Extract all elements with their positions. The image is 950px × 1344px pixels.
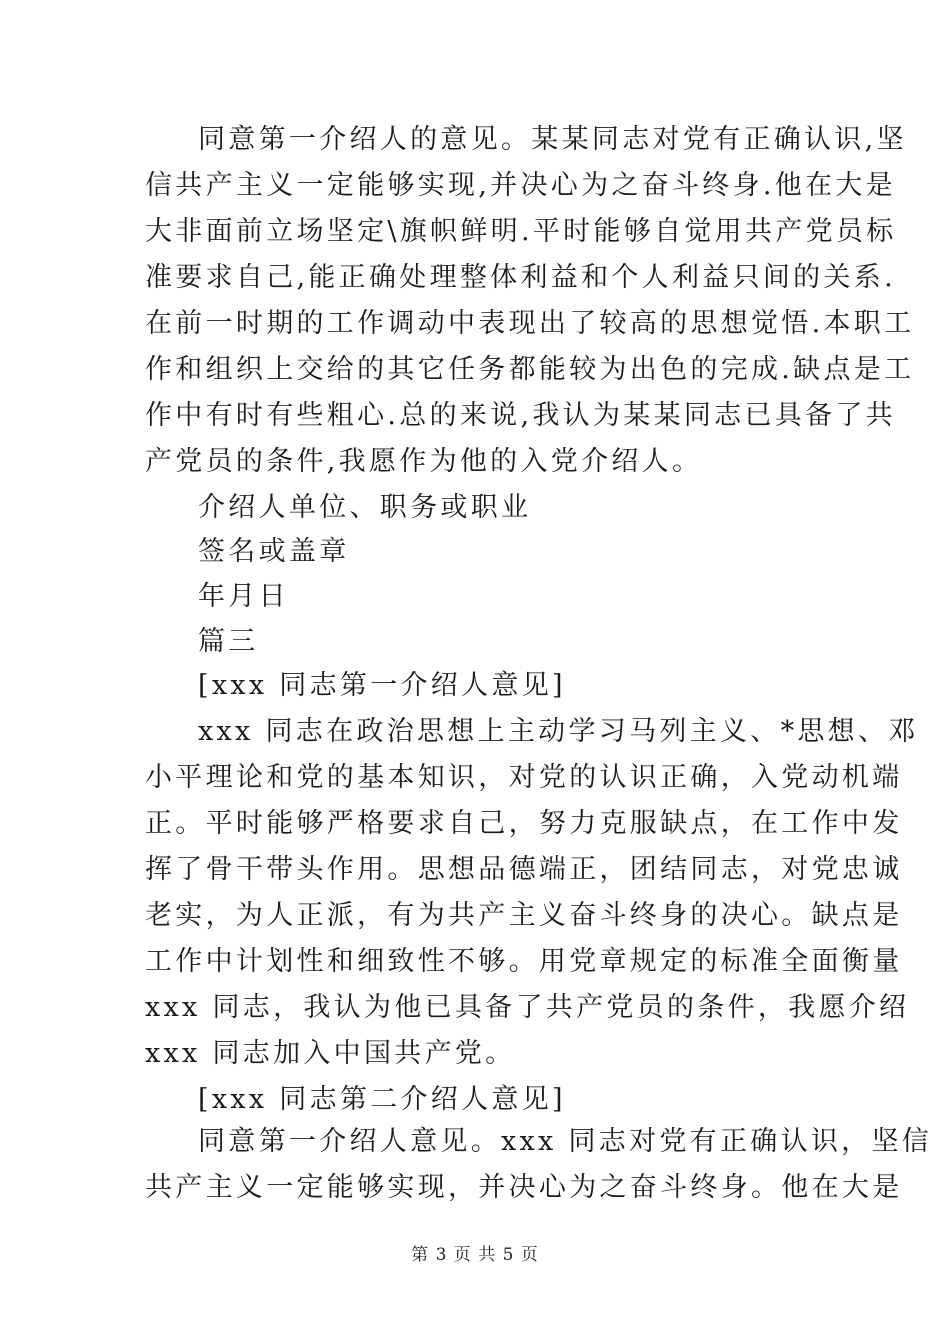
paragraph-line: 信共产主义一定能够实现,并决心为之奋斗终身.他在大是: [145, 170, 896, 201]
paragraph-line: 作中有时有些粗心.总的来说,我认为某某同志已具备了共: [145, 400, 896, 431]
paragraph-line: 正。平时能够严格要求自己，努力克服缺点，在工作中发: [145, 808, 903, 839]
paragraph-line: 同意第一介绍人意见。xxx 同志对党有正确认识，坚信: [198, 1126, 933, 1157]
paragraph-line: 准要求自己,能正确处理整体利益和个人利益只间的关系.: [145, 262, 896, 293]
paragraph-line: 同意第一介绍人的意见。某某同志对党有正确认识,坚: [198, 124, 907, 155]
paragraph-line: 作和组织上交给的其它任务都能较为出色的完成.缺点是工: [145, 354, 915, 385]
paragraph-line: 共产主义一定能够实现，并决心为之奋斗终身。他在大是: [145, 1172, 903, 1203]
paragraph-line: 老实，为人正派，有为共产主义奋斗终身的决心。缺点是: [145, 900, 903, 931]
section-heading: [xxx 同志第一介绍人意见]: [198, 670, 566, 701]
introducer-unit-label: 介绍人单位、职务或职业: [198, 492, 532, 523]
page-number-footer: 第 3 页 共 5 页: [411, 1245, 539, 1265]
paragraph-line: xxx 同志，我认为他已具备了共产党员的条件，我愿介绍: [145, 992, 910, 1023]
paragraph-line: 工作中计划性和细致性不够。用党章规定的标准全面衡量: [145, 946, 903, 977]
signature-label: 签名或盖章: [198, 536, 350, 567]
date-label: 年月日: [198, 581, 289, 612]
paragraph-line: 小平理论和党的基本知识，对党的认识正确，入党动机端: [145, 762, 903, 793]
paragraph-line: 产党员的条件,我愿作为他的入党介绍人。: [145, 446, 703, 477]
paragraph-line: xxx 同志加入中国共产党。: [145, 1038, 516, 1069]
paragraph-line: 在前一时期的工作调动中表现出了较高的思想觉悟.本职工: [145, 308, 915, 339]
section-heading: [xxx 同志第二介绍人意见]: [198, 1084, 566, 1115]
paragraph-line: 挥了骨干带头作用。思想品德端正，团结同志，对党忠诚: [145, 854, 903, 885]
section-title: 篇三: [198, 626, 259, 657]
paragraph-line: 大非面前立场坚定\旗帜鲜明.平时能够自觉用共产党员标: [145, 216, 897, 247]
paragraph-line: xxx 同志在政治思想上主动学习马列主义、*思想、邓: [198, 716, 919, 747]
